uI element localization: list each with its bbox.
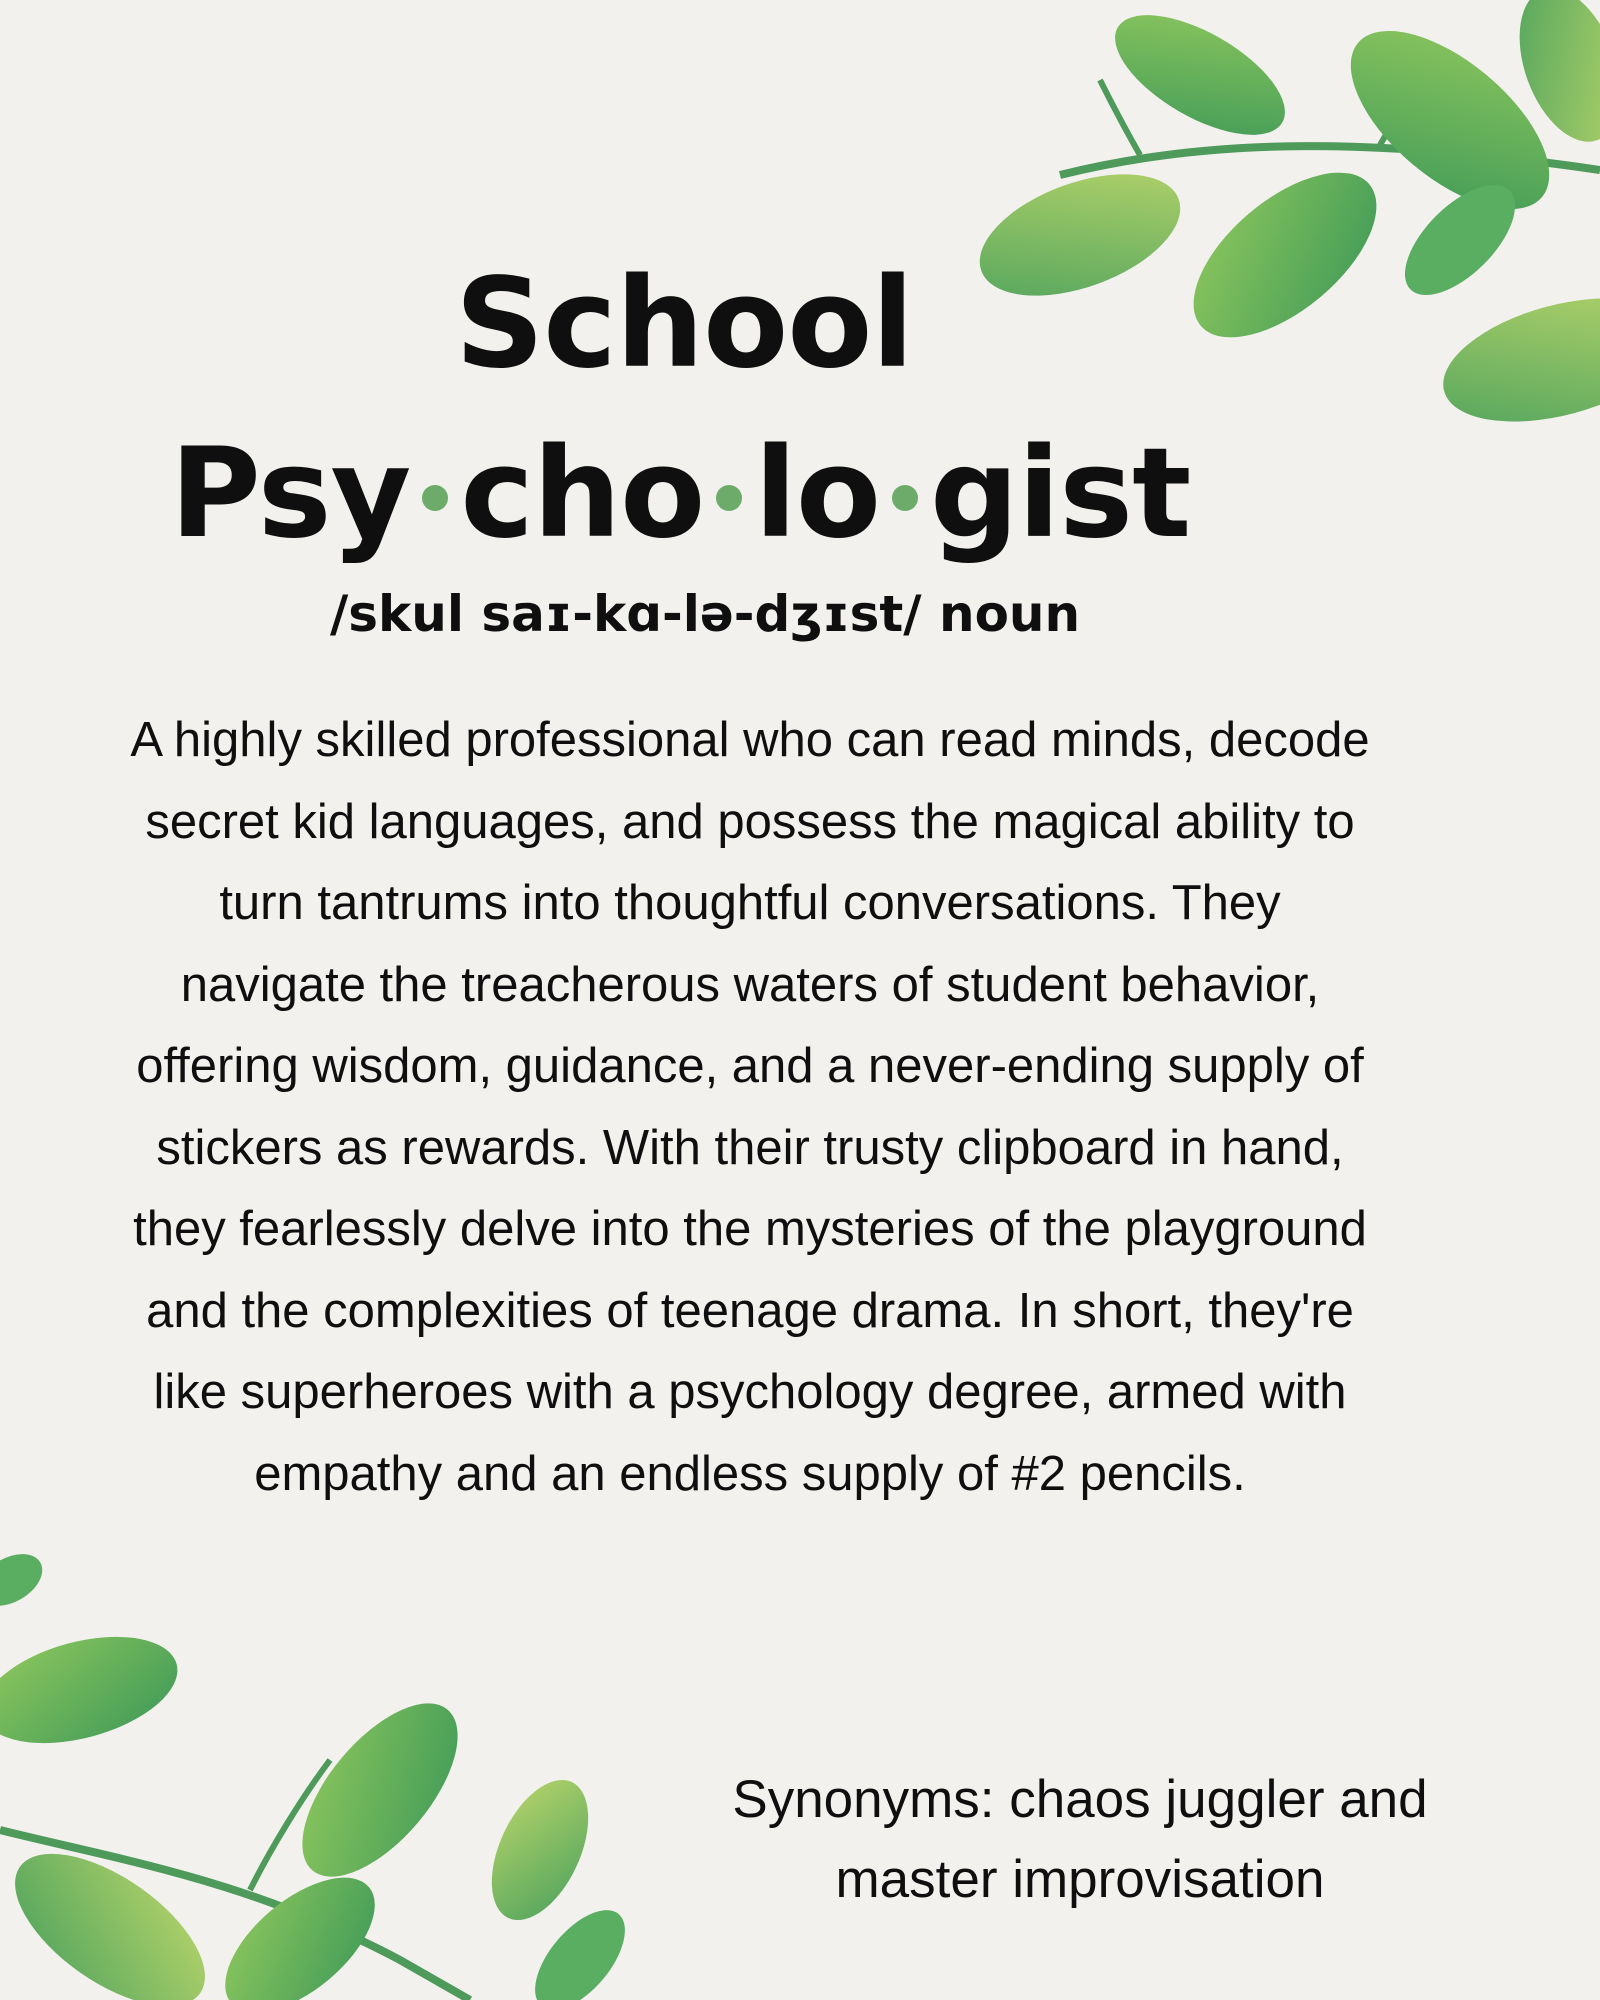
pronunciation-line	[330, 585, 1080, 643]
syllable-1: Psy	[170, 422, 411, 566]
part-of-speech: noun	[938, 585, 1081, 643]
syllable-separator-dot	[892, 485, 918, 511]
title-word-psychologist	[170, 422, 1191, 566]
leaf-branch-top-right	[964, 0, 1600, 444]
definition-text: A highly skilled professional who can read minds, decode secret kid languages, and possess the magical ability to turn tantrums into thoughtful conversations. They navigate the treacherous waters of student behavior, offering wisdom, guidance, and a never-ending supply of stickers as rewards. With their trusty clipboard in hand, they fearlessly delve into the mysteries of the playground and the complexities of teenage drama. In short, they're like superheroes with a psychology degree, armed with empathy and an endless supply of #2 pencils.	[130, 713, 1370, 1501]
syllable-2: cho	[460, 422, 705, 566]
pronunciation-ipa: /skul saɪ-kɑ-lə-dʒɪst/	[330, 585, 922, 643]
syllable-3: lo	[754, 422, 881, 566]
title-word-school: School	[455, 252, 913, 396]
syllable-4: gist	[930, 422, 1191, 566]
syllable-separator-dot	[422, 485, 448, 511]
synonyms-text: Synonyms: chaos juggler and master improvisation	[732, 1770, 1428, 1909]
syllable-separator-dot	[716, 485, 742, 511]
leaf-branch-bottom-left	[0, 1543, 642, 2000]
